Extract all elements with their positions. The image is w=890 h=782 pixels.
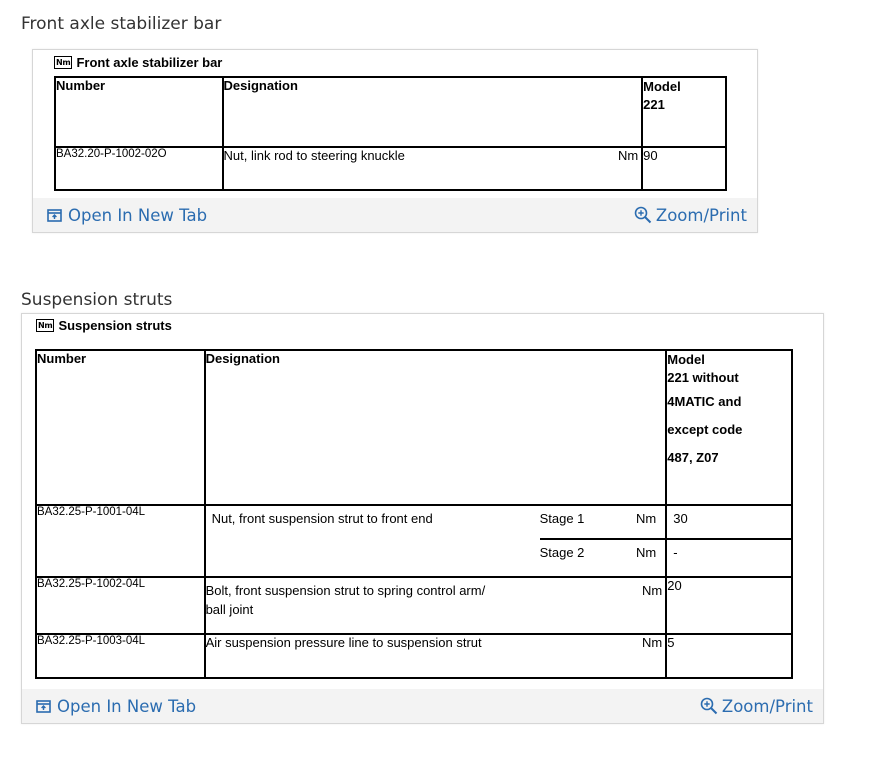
row-number: BA32.20-P-1002-02O xyxy=(55,147,223,190)
row-number: BA32.25-P-1002-04L xyxy=(36,577,205,634)
header-number: Number xyxy=(36,350,205,505)
model-line: 4MATIC and xyxy=(667,394,742,409)
row-number: BA32.25-P-1001-04L xyxy=(36,505,205,577)
table-header-row xyxy=(36,350,792,505)
unit-text: Nm xyxy=(642,583,663,598)
unit-text: Nm xyxy=(636,511,657,526)
open-new-tab-link[interactable] xyxy=(47,206,207,225)
card-heading xyxy=(36,318,172,333)
unit-text: Nm xyxy=(642,635,663,650)
torque-table xyxy=(35,349,793,679)
table-row xyxy=(55,147,726,190)
card-heading-text: Front axle stabilizer bar xyxy=(76,55,223,70)
open-new-tab-icon xyxy=(36,700,51,713)
open-new-tab-link[interactable] xyxy=(36,697,196,716)
stage-divider xyxy=(540,538,666,540)
row-number: BA32.25-P-1003-04L xyxy=(36,634,205,678)
designation-text: Nut, front suspension strut to front end xyxy=(211,511,433,526)
header-number: Number xyxy=(55,77,223,147)
zoom-in-icon xyxy=(634,206,652,224)
open-new-tab-label: Open In New Tab xyxy=(68,205,208,225)
row-value xyxy=(666,505,792,577)
card-footer xyxy=(22,689,823,723)
value-text: - xyxy=(673,545,678,560)
header-model xyxy=(642,77,726,147)
designation-text: Air suspension pressure line to suspension strut xyxy=(205,635,482,650)
designation-text: Bolt, front suspension strut to spring control arm/ xyxy=(205,583,486,598)
row-designation xyxy=(205,634,667,678)
open-new-tab-label: Open In New Tab xyxy=(57,696,197,716)
row-designation xyxy=(205,505,667,577)
zoom-print-label: Zoom/Print xyxy=(655,205,747,225)
torque-card-suspension xyxy=(21,313,824,724)
nm-icon: Nm xyxy=(56,58,71,67)
nm-icon: Nm xyxy=(38,321,53,330)
header-model xyxy=(666,350,792,505)
model-line: 221 without xyxy=(667,370,739,385)
torque-card-stabilizer xyxy=(32,49,758,233)
stage-divider xyxy=(667,538,791,540)
header-designation: Designation xyxy=(205,350,667,505)
open-new-tab-icon xyxy=(47,209,62,222)
row-value: 20 xyxy=(666,577,792,634)
zoom-print-label: Zoom/Print xyxy=(721,696,813,716)
designation-text: Nut, link rod to steering knuckle xyxy=(223,148,405,163)
row-designation xyxy=(205,577,667,634)
torque-table xyxy=(54,76,727,191)
table-header-row xyxy=(55,77,726,147)
row-value: 90 xyxy=(642,147,726,190)
unit-text: Nm xyxy=(636,545,657,560)
card-heading xyxy=(54,55,222,70)
table-row xyxy=(36,505,792,577)
row-value: 5 xyxy=(666,634,792,678)
model-line: Model xyxy=(643,79,681,94)
table-row xyxy=(36,634,792,678)
card-heading-text: Suspension struts xyxy=(58,318,172,333)
model-line: Model xyxy=(667,352,705,367)
card-footer xyxy=(33,198,757,232)
stage-label: Stage 1 xyxy=(539,511,585,526)
unit-text: Nm xyxy=(617,148,639,163)
header-designation: Designation xyxy=(223,77,643,147)
table-row xyxy=(36,577,792,634)
zoom-in-icon xyxy=(700,697,718,715)
zoom-print-link[interactable] xyxy=(634,206,747,225)
stage-label: Stage 2 xyxy=(539,545,585,560)
value-text: 30 xyxy=(673,511,688,526)
zoom-print-link[interactable] xyxy=(700,697,813,716)
row-designation xyxy=(223,147,643,190)
section-title-suspension: Suspension struts xyxy=(21,290,173,310)
model-line: 221 xyxy=(643,97,665,112)
section-title-stabilizer: Front axle stabilizer bar xyxy=(21,14,222,34)
model-line: except code xyxy=(667,422,743,437)
designation-text: ball joint xyxy=(205,602,254,617)
model-line: 487, Z07 xyxy=(667,450,719,465)
